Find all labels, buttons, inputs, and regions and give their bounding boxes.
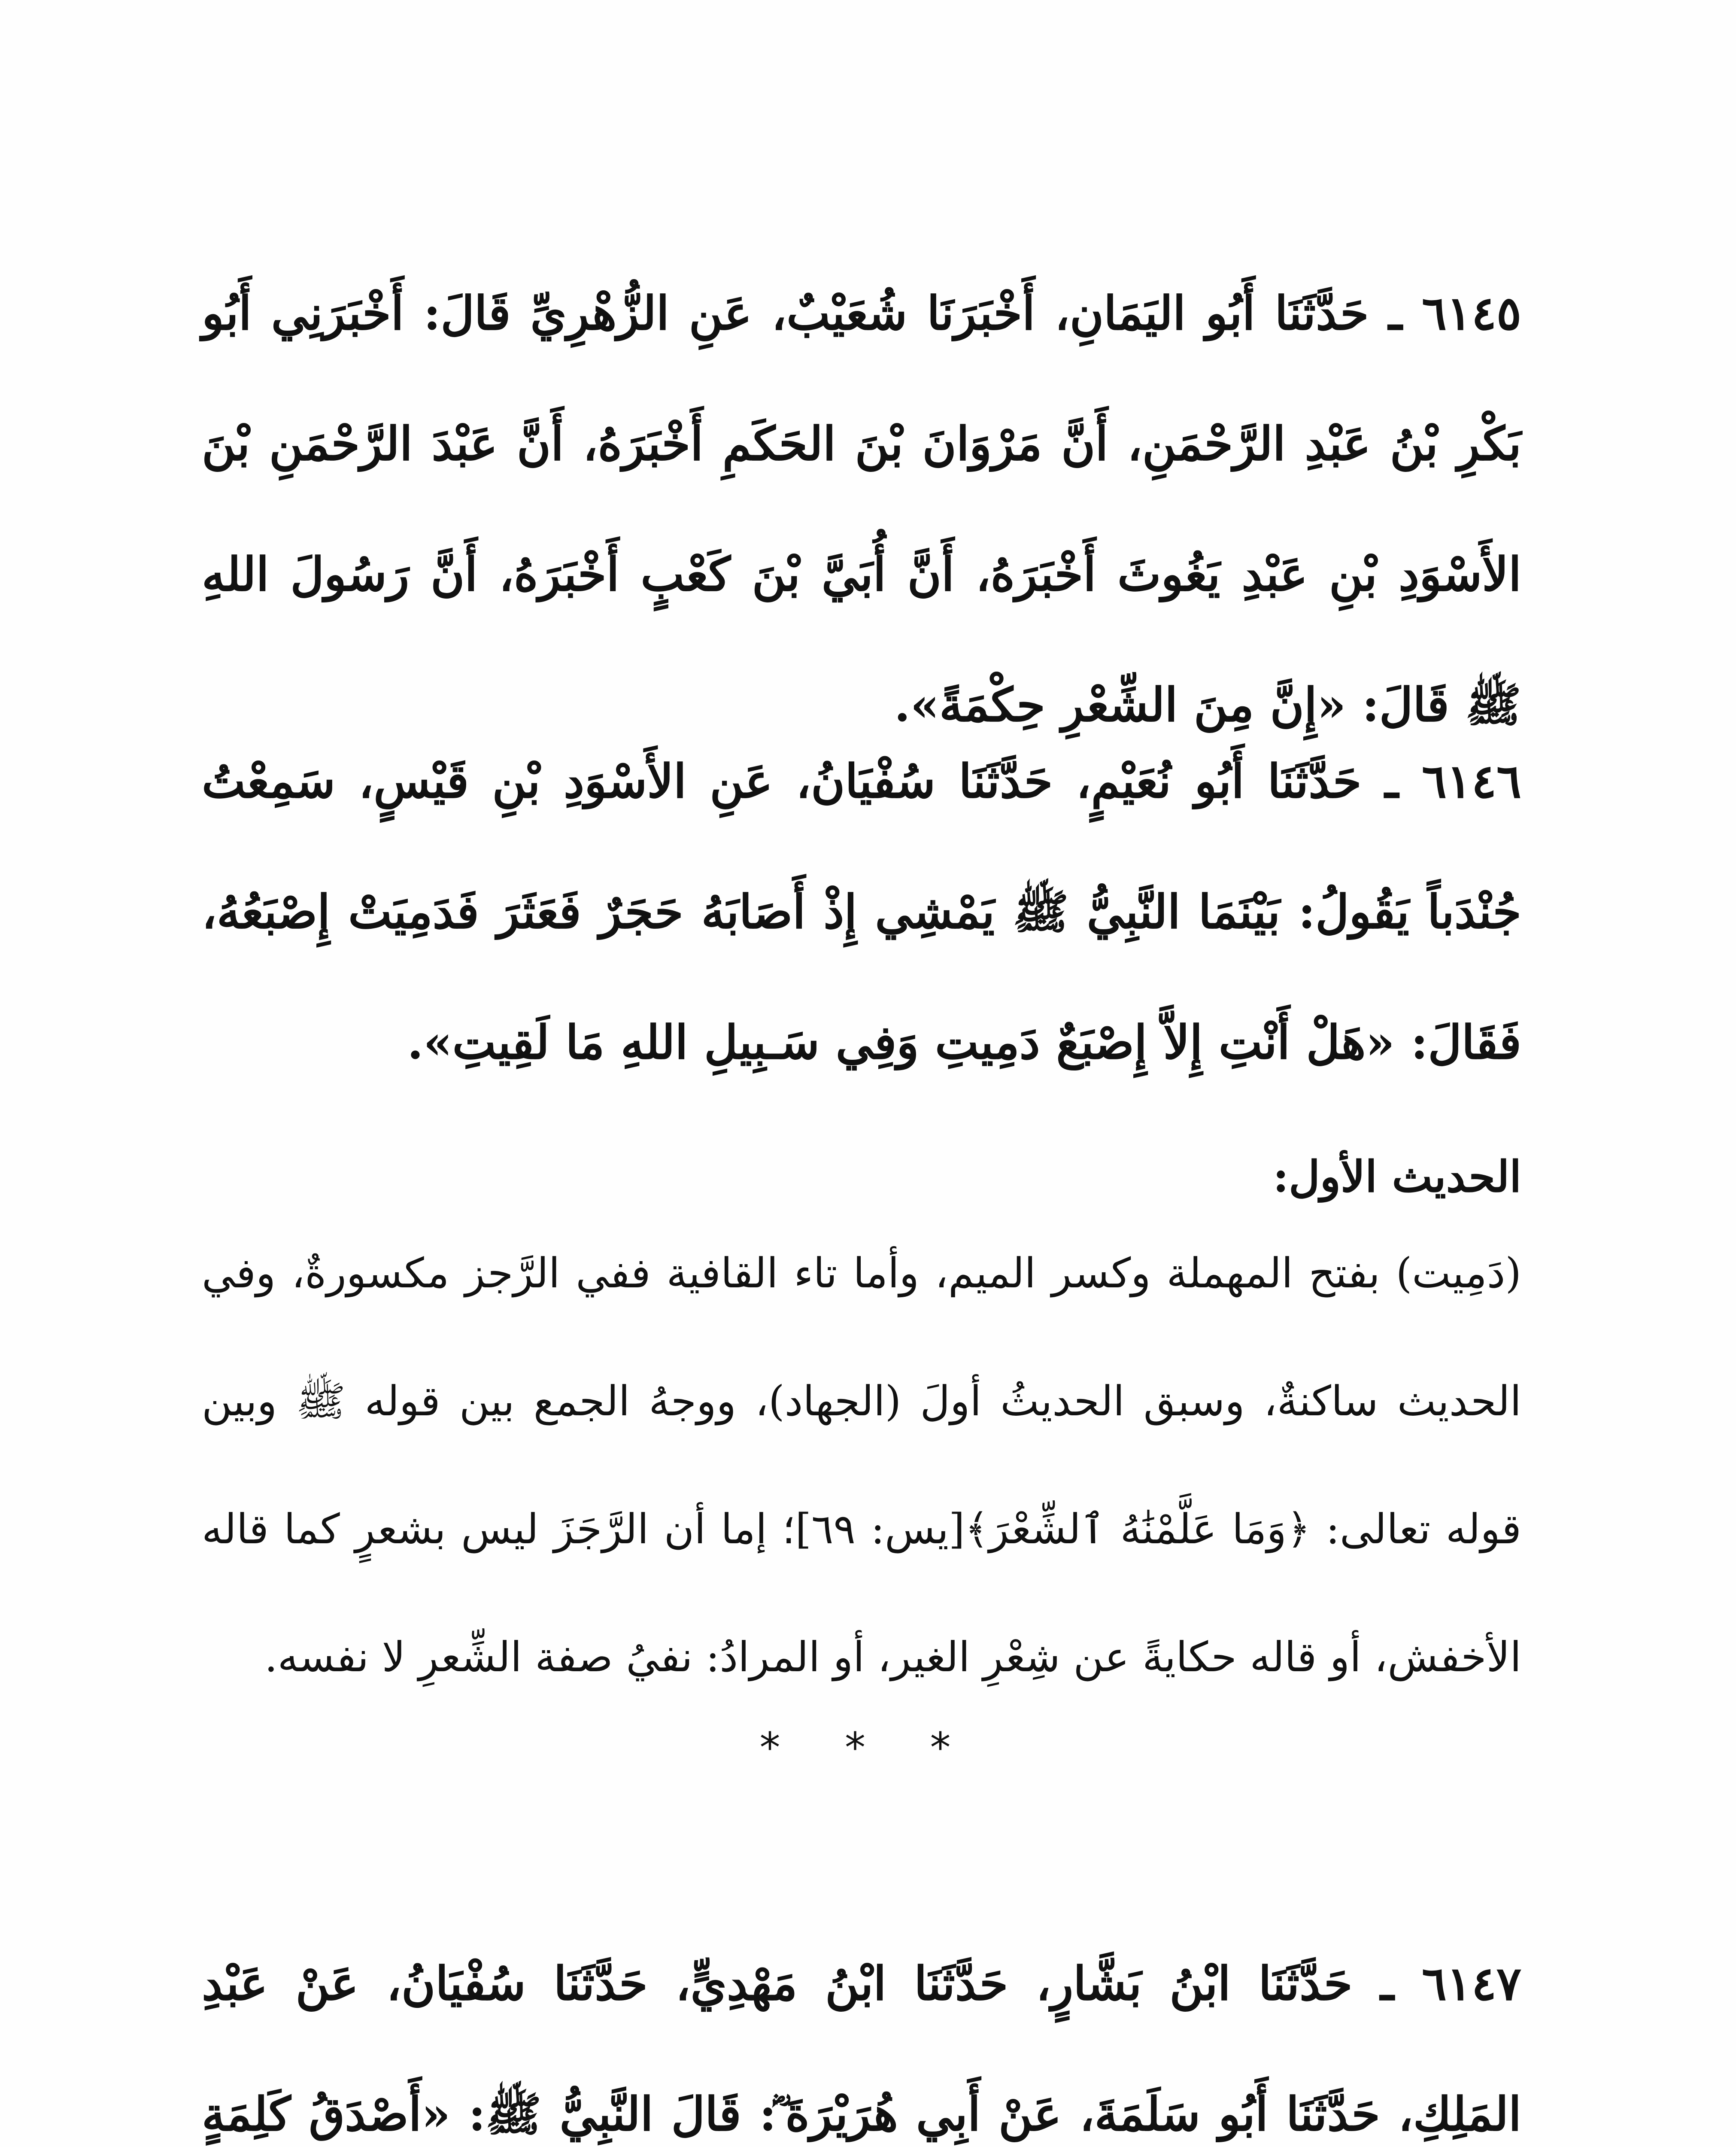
section-separator: * * *: [759, 1724, 977, 1772]
hadith-6147-text: ٦١٤٧ ـ حَدَّثَنَا ابْنُ بَشَّارٍ، حَدَّثَنَا ابْنُ مَهْدِيٍّ، حَدَّثَنَا سُفْيَانُ، عَنْ عَبْدِ المَلِكِ، حَدَّثَنَا أَبُو سَلَمَةَ، عَنْ أَبِي هُرَيْرَةَ ؓ: قَالَ النَّبِيُّ ﷺ: «أَصْدَقُ كَلِمَةٍ: [202, 1957, 1521, 2141]
commentary-heading: الحديث الأول:: [1273, 1151, 1521, 1202]
commentary-text: (دَمِيت) بفتح المهملة وكسر الميم، وأما تاء القافية ففي الرَّجز مكسورةٌ، وفي الحديث ساكنةٌ، وسبق الحديثُ أولَ (الجهاد)، ووجهُ الجمع بين قوله ﷺ وبين قوله تعالى: ﴿وَمَا عَلَّمْنَٰهُ ٱلشِّعْرَ﴾[يس: ٦٩]؛ إما أن الرَّجَزَ ليس بشعرٍ كما قاله الأخفش، أو قاله حكايةً عن شِعْرِ الغير، أو المرادُ: نفيُ صفة الشِّعرِ لا نفسه.: [202, 1249, 1522, 1681]
hadith-6145-text: ٦١٤٥ ـ حَدَّثَنَا أَبُو اليَمَانِ، أَخْبَرَنَا شُعَيْبٌ، عَنِ الزُّهْرِيِّ قَالَ: أَخْبَرَنِي أَبُو بَكْرِ بْنُ عَبْدِ الرَّحْمَنِ، أَنَّ مَرْوَانَ بْنَ الحَكَمِ أَخْبَرَهُ، أَنَّ عَبْدَ الرَّحْمَنِ بْنَ الأَسْوَدِ بْنِ عَبْدِ يَغُوثَ أَخْبَرَهُ، أَنَّ أُبَيَّ بْنَ كَعْبٍ أَخْبَرَهُ، أَنَّ رَسُولَ اللهِ ﷺ قَالَ: «إِنَّ مِنَ الشِّعْرِ حِكْمَةً».: [202, 286, 1521, 732]
hadith-6146-text: ٦١٤٦ ـ حَدَّثَنَا أَبُو نُعَيْمٍ، حَدَّثَنَا سُفْيَانُ، عَنِ الأَسْوَدِ بْنِ قَيْسٍ، سَمِعْتُ جُنْدَباً يَقُولُ: بَيْنَمَا النَّبِيُّ ﷺ يَمْشِي إِذْ أَصَابَهُ حَجَرٌ فَعَثَرَ فَدَمِيَتْ إِصْبَعُهُ، فَقَالَ: «هَلْ أَنْتِ إِلاَّ إِصْبَعٌ دَمِيتِ وَفِي سَـبِيلِ اللهِ مَا لَقِيتِ».: [202, 754, 1521, 1070]
